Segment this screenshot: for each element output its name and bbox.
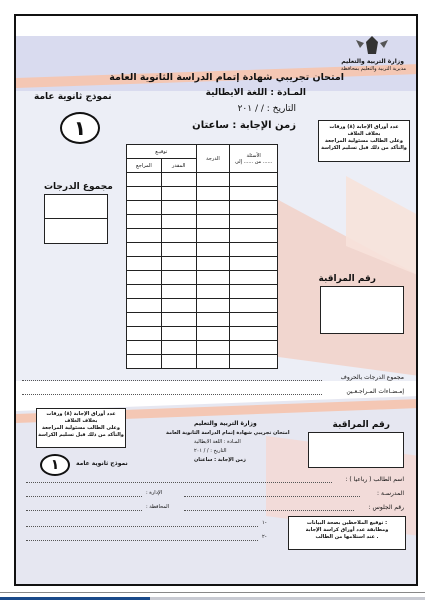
grade-cell[interactable]	[196, 173, 230, 187]
estimator-cell[interactable]	[161, 215, 196, 229]
lower-model-label: نموذج ثانوية عامة	[76, 460, 128, 467]
notice-line: والتأكد من ذلك قبل تسليم الكراسة	[321, 145, 407, 151]
governorate-label: المحافظة :	[146, 504, 170, 510]
note-line: توقيع الملاحظين بصحة البيانات :	[306, 520, 388, 526]
emblem-icon	[342, 34, 402, 56]
signer-2-line[interactable]	[26, 540, 258, 541]
exam-cover-page	[14, 14, 418, 586]
estimator-cell[interactable]	[161, 299, 196, 313]
notice-line: والتأكد من ذلك قبل تسليم الكراسة	[38, 432, 124, 438]
table-row	[127, 285, 278, 299]
estimator-cell[interactable]	[161, 229, 196, 243]
estimator-cell[interactable]	[161, 355, 196, 369]
model-label: نموذج ثانوية عامة	[34, 92, 112, 102]
reviewer-cell[interactable]	[127, 271, 162, 285]
total-grades-box[interactable]	[44, 194, 108, 244]
question-cell[interactable]	[230, 243, 278, 257]
governorate-line[interactable]	[26, 510, 142, 511]
reviewer-cell[interactable]	[127, 215, 162, 229]
table-row	[127, 355, 278, 369]
reviewer-cell[interactable]	[127, 313, 162, 327]
reviewer-cell[interactable]	[127, 187, 162, 201]
school-label: المدرسـة :	[377, 490, 404, 497]
signer-number: -١	[262, 520, 267, 526]
reviewer-cell[interactable]	[127, 355, 162, 369]
question-cell[interactable]	[230, 271, 278, 285]
signers-note-box	[288, 516, 406, 550]
questions-header	[230, 145, 278, 173]
notice-line: وعلى الطالب مسئولية المراجعة	[325, 138, 403, 144]
reviewer-cell[interactable]	[127, 173, 162, 187]
estimator-cell[interactable]	[161, 201, 196, 215]
question-cell[interactable]	[230, 341, 278, 355]
grade-cell[interactable]	[196, 187, 230, 201]
notice-line: بخلاف الغلاف	[64, 418, 98, 424]
reviewer-cell[interactable]	[127, 201, 162, 215]
table-row	[127, 257, 278, 271]
table-row	[127, 313, 278, 327]
estimator-header: المقدر	[161, 159, 196, 173]
lower-ministry: وزارة التربية والتعليم	[194, 420, 257, 427]
model-number: ١	[60, 112, 100, 144]
table-row	[127, 341, 278, 355]
estimator-cell[interactable]	[161, 257, 196, 271]
table-row	[127, 187, 278, 201]
ministry-name: وزارة التربية والتعليم	[341, 58, 404, 65]
reviewer-cell[interactable]	[127, 341, 162, 355]
table-row	[127, 271, 278, 285]
note-line: ومطابقة عدد أوراق كراسة الإجابة	[305, 527, 389, 533]
estimator-cell[interactable]	[161, 187, 196, 201]
questions-label: الأسئلة	[246, 152, 261, 159]
reviewers-signatures-line[interactable]	[22, 394, 322, 395]
question-cell[interactable]	[230, 187, 278, 201]
grade-rows	[127, 173, 278, 369]
notice-line: بخلاف الغلاف	[347, 131, 381, 137]
question-cell[interactable]	[230, 327, 278, 341]
grade-cell[interactable]	[196, 327, 230, 341]
viewer-bottom-strip	[0, 592, 425, 603]
question-cell[interactable]	[230, 355, 278, 369]
grade-cell[interactable]	[196, 285, 230, 299]
exam-time: زمن الإجابة : ساعتان	[192, 120, 296, 131]
reviewer-cell[interactable]	[127, 243, 162, 257]
grade-cell[interactable]	[196, 271, 230, 285]
reviewer-header: المراجع	[127, 159, 162, 173]
question-cell[interactable]	[230, 313, 278, 327]
question-cell[interactable]	[230, 285, 278, 299]
reviewers-signatures-label: إمـضـاءات المـراجـعـين	[346, 388, 404, 395]
table-row	[127, 299, 278, 313]
grade-cell[interactable]	[196, 201, 230, 215]
note-line: عند استلامها من الطالب .	[315, 534, 379, 540]
exam-title: امتحان تجريبي شهادة إتمام الدراسة الثانوية العامة	[109, 72, 344, 83]
estimator-cell[interactable]	[161, 313, 196, 327]
seat-number-line[interactable]	[184, 510, 354, 511]
table-row	[127, 173, 278, 187]
admin-label: الإدارة :	[146, 490, 163, 496]
estimator-cell[interactable]	[161, 243, 196, 257]
lower-observer-label: رقم المراقبة	[332, 420, 390, 430]
notice-line: عدد أوراق الإجابة (٨) ورقات	[329, 124, 399, 130]
estimator-cell[interactable]	[161, 173, 196, 187]
reviewer-cell[interactable]	[127, 257, 162, 271]
question-cell[interactable]	[230, 299, 278, 313]
observer-number-label: رقم المراقبة	[318, 274, 376, 284]
estimator-cell[interactable]	[161, 341, 196, 355]
table-row	[127, 229, 278, 243]
lower-model-number: ١	[40, 454, 70, 476]
question-cell[interactable]	[230, 215, 278, 229]
signer-1-line[interactable]	[26, 526, 258, 527]
question-cell[interactable]	[230, 173, 278, 187]
table-header-row	[127, 145, 278, 159]
estimator-cell[interactable]	[161, 271, 196, 285]
school-line[interactable]	[184, 496, 360, 497]
grade-cell[interactable]	[196, 341, 230, 355]
grade-cell[interactable]	[196, 229, 230, 243]
table-row	[127, 215, 278, 229]
lower-notice-box	[36, 408, 126, 448]
student-name-label: اسم الطالب ( رباعيا ) :	[345, 476, 404, 483]
lower-time: زمن الإجابة : ساعتان	[194, 457, 246, 463]
grade-cell[interactable]	[196, 299, 230, 313]
directorate-name: مديرية التربية والتعليم بمحافظة	[341, 66, 406, 72]
table-row	[127, 243, 278, 257]
grades-table	[126, 144, 278, 369]
question-cell[interactable]	[230, 229, 278, 243]
exam-date: التاريخ : / / ٢٠١	[237, 104, 296, 114]
signer-number: -٢	[262, 534, 267, 540]
signature-header: توقيـع	[127, 145, 197, 159]
grade-header: الدرجة	[196, 145, 230, 173]
reviewer-cell[interactable]	[127, 229, 162, 243]
observer-number-box[interactable]	[320, 286, 404, 334]
reviewer-cell[interactable]	[127, 285, 162, 299]
reviewer-cell[interactable]	[127, 299, 162, 313]
grade-cell[interactable]	[196, 257, 230, 271]
table-row	[127, 327, 278, 341]
lower-subject: المـادة : اللغة الايطالية	[194, 439, 241, 445]
lower-exam-title: امتحان تجريبي شهادة إتمام الدراسة الثانوية العامة	[166, 430, 290, 436]
range-label: من ...... إلى ......	[234, 158, 273, 165]
admin-line[interactable]	[26, 496, 142, 497]
grade-cell[interactable]	[196, 243, 230, 257]
grade-cell[interactable]	[196, 313, 230, 327]
estimator-cell[interactable]	[161, 327, 196, 341]
total-grades-label: مجموع الدرجات	[44, 182, 113, 192]
notice-line: وعلى الطالب مسئولية المراجعة	[42, 425, 120, 431]
seat-number-label: رقم الجلوس :	[368, 504, 404, 511]
lower-date: التاريخ : / / ٢٠١	[194, 448, 227, 454]
student-name-line[interactable]	[26, 482, 332, 483]
exam-subject: المـادة : اللغة الايطالية	[205, 88, 306, 98]
question-cell[interactable]	[230, 257, 278, 271]
notice-box	[318, 120, 410, 162]
grade-cell[interactable]	[196, 355, 230, 369]
total-grades-cell[interactable]	[45, 195, 107, 219]
grades-in-letters-label: مجموع الدرجات بالحروف	[340, 374, 404, 381]
grades-in-letters-line[interactable]	[22, 380, 322, 381]
grade-cell[interactable]	[196, 215, 230, 229]
notice-line: عدد أوراق الإجابة (٨) ورقات	[46, 411, 116, 417]
lower-observer-box[interactable]	[308, 432, 404, 468]
estimator-cell[interactable]	[161, 285, 196, 299]
reviewer-cell[interactable]	[127, 327, 162, 341]
question-cell[interactable]	[230, 201, 278, 215]
table-row	[127, 201, 278, 215]
